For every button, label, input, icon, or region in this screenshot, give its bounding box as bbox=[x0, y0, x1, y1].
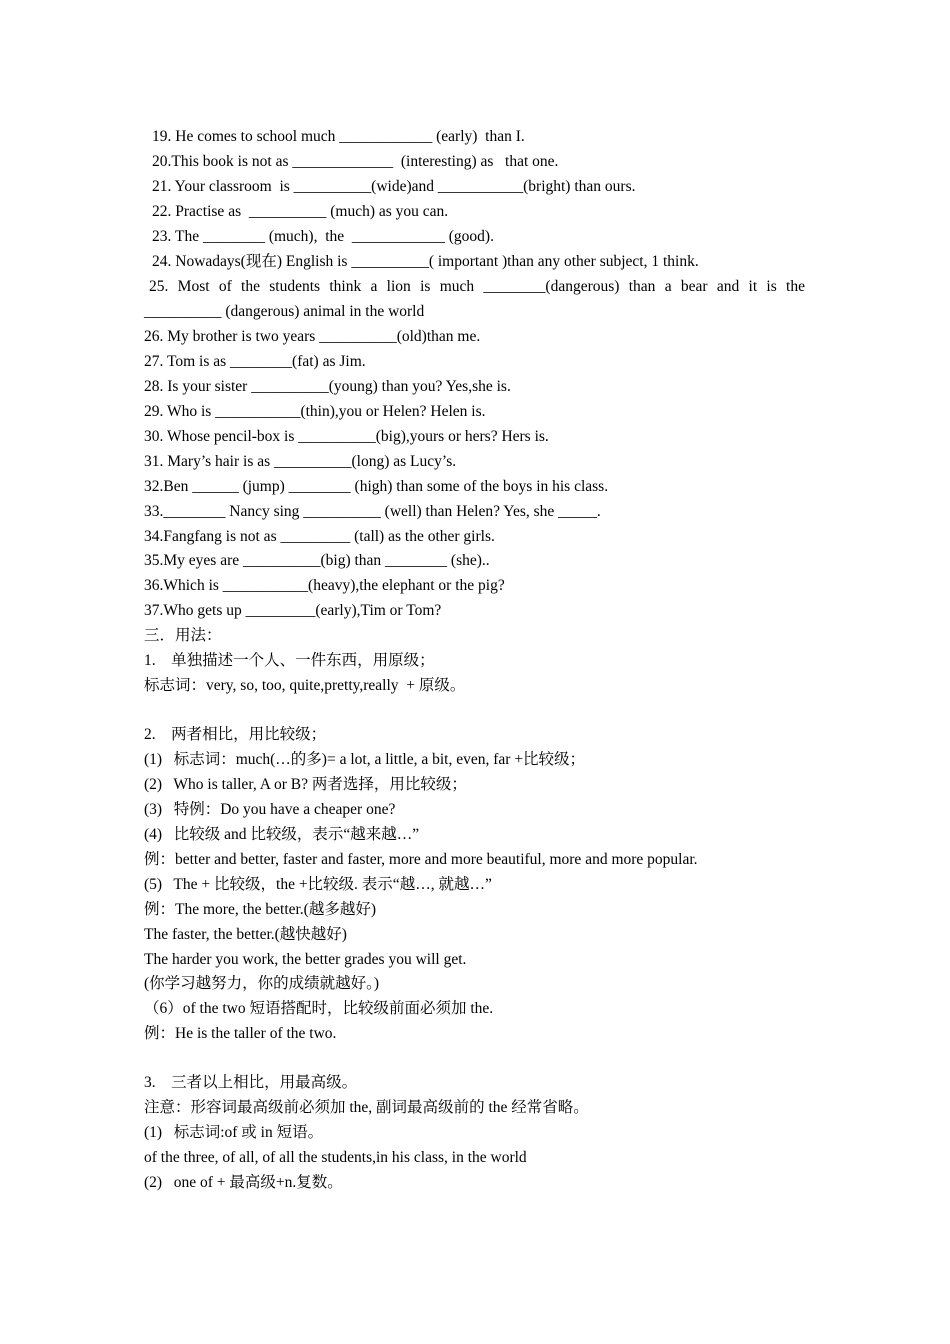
exercise-26: 26. My brother is two years __________(old)than me. bbox=[144, 328, 481, 345]
exercise-19: 19. He comes to school much ____________ (early) than I. bbox=[152, 128, 525, 145]
exercise-32: 32.Ben ______ (jump) ________ (high) than some of the boys in his class. bbox=[144, 478, 609, 495]
rule-3: 3. 三者以上相比，用最高级。 bbox=[144, 1074, 358, 1091]
rule-1-markers: 标志词：very, so, too, quite,pretty,really + 原级。 bbox=[144, 677, 466, 694]
rule-2-example-6: 例：He is the taller of the two. bbox=[144, 1025, 337, 1042]
rule-2-example-5b: The faster, the better.(越快越好) bbox=[144, 926, 347, 943]
rule-2-item-3: (3) 特例：Do you have a cheaper one? bbox=[144, 801, 396, 818]
exercise-34: 34.Fangfang is not as _________ (tall) as the other girls. bbox=[144, 528, 495, 545]
rule-2-item-6: （6）of the two 短语搭配时，比较级前面必须加 the. bbox=[144, 1000, 494, 1017]
rule-3-example-1: of the three, of all, of all the students,in his class, in the world bbox=[144, 1149, 527, 1166]
rule-2-example-5c-translation: (你学习越努力，你的成绩就越好。) bbox=[144, 975, 380, 992]
exercise-23: 23. The ________ (much), the ____________ (good). bbox=[152, 228, 494, 245]
exercise-24: 24. Nowadays(现在) English is __________( important )than any other subject, 1 think. bbox=[152, 253, 699, 270]
exercise-36: 36.Which is ___________(heavy),the elephant or the pig? bbox=[144, 577, 505, 594]
exercise-33: 33.________ Nancy sing __________ (well) than Helen? Yes, she _____. bbox=[144, 503, 601, 520]
rule-3-item-2: (2) one of + 最高级+n.复数。 bbox=[144, 1174, 343, 1191]
rule-3-note: 注意：形容词最高级前必须加 the, 副词最高级前的 the 经常省略。 bbox=[144, 1099, 589, 1116]
exercise-35: 35.My eyes are __________(big) than ________ (she).. bbox=[144, 552, 490, 569]
exercise-29: 29. Who is ___________(thin),you or Helen? Helen is. bbox=[144, 403, 486, 420]
exercise-30: 30. Whose pencil-box is __________(big),yours or hers? Hers is. bbox=[144, 428, 549, 445]
exercise-27: 27. Tom is as ________(fat) as Jim. bbox=[144, 353, 366, 370]
exercise-25-continued: __________ (dangerous) animal in the world bbox=[144, 303, 425, 320]
rule-2-item-1: (1) 标志词：much(…的多)= a lot, a little, a bit, even, far +比较级； bbox=[144, 751, 586, 768]
rule-2-item-4: (4) 比较级 and 比较级，表示“越来越…” bbox=[144, 826, 420, 843]
exercise-25: 25. Most of the students think a lion is much ________(dangerous) than a bear and it is the bbox=[149, 278, 805, 295]
exercise-37: 37.Who gets up _________(early),Tim or Tom? bbox=[144, 602, 442, 619]
exercise-31: 31. Mary’s hair is as __________(long) as Lucy’s. bbox=[144, 453, 457, 470]
rule-2-example-5a: 例：The more, the better.(越多越好) bbox=[144, 901, 377, 918]
exercise-28: 28. Is your sister __________(young) than you? Yes,she is. bbox=[144, 378, 511, 395]
rule-1: 1. 单独描述一个人、一件东西，用原级； bbox=[144, 652, 435, 669]
rule-2: 2. 两者相比，用比较级； bbox=[144, 726, 327, 743]
section-heading-usage: 三．用法： bbox=[144, 627, 222, 644]
exercise-20: 20.This book is not as _____________ (interesting) as that one. bbox=[152, 153, 559, 170]
rule-2-example-4: 例：better and better, faster and faster, more and more beautiful, more and more popular. bbox=[144, 851, 698, 868]
rule-2-item-2: (2) Who is taller, A or B? 两者选择，用比较级； bbox=[144, 776, 467, 793]
exercise-22: 22. Practise as __________ (much) as you can. bbox=[152, 203, 449, 220]
rule-3-item-1: (1) 标志词:of 或 in 短语。 bbox=[144, 1124, 324, 1141]
exercise-21: 21. Your classroom is __________(wide)and ___________(bright) than ours. bbox=[152, 178, 636, 195]
rule-2-example-5c: The harder you work, the better grades you will get. bbox=[144, 951, 467, 968]
rule-2-item-5: (5) The + 比较级，the +比较级. 表示“越…, 就越…” bbox=[144, 876, 492, 893]
